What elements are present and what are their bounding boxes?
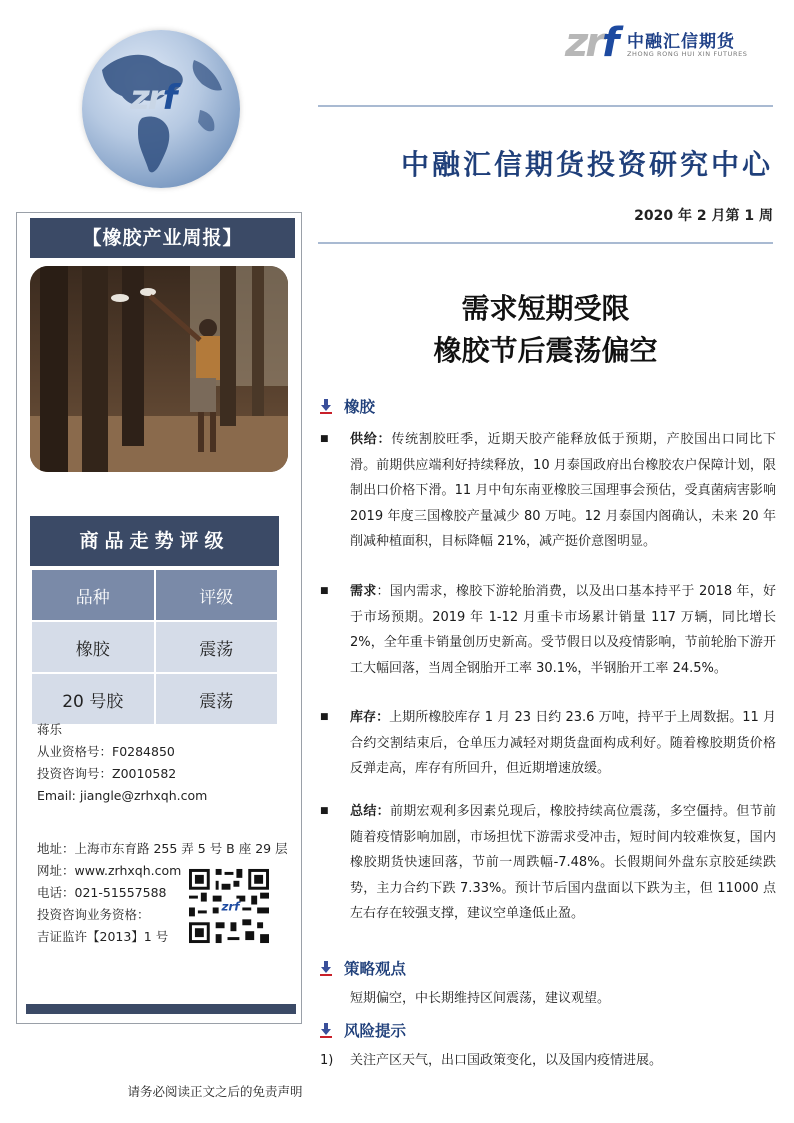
paragraph-text: 传统割胶旺季，近期天胶产能释放低于预期，产胶国出口同比下滑。前期供应端利好持续释放，10 月泰国政府出台橡胶农户保障计划，限制出口价格下滑。11 月中旬东南亚橡胶三国理事会预估，受真菌病害影响 2019 年度三国橡胶产量减少 80 万吨。12 月泰国内阁确认，未来 20 年削减种植面积，目标降幅 21%，减产挺价意图明显。 — [350, 432, 776, 549]
brand-logo — [565, 20, 755, 66]
rating-cell-rating: 震荡 — [155, 673, 279, 725]
rubber-tapping-photo — [30, 266, 288, 472]
section-strategy-title: 策略观点 — [344, 960, 407, 978]
analyst-info — [37, 719, 207, 807]
strategy-text: 短期偏空，中长期维持区间震荡，建议观望。 — [350, 991, 611, 1006]
paragraph-text: ：国内需求，橡胶下游轮胎消费，以及出口基本持平于 2018 年，好于市场预期。2019 年 1-12 月重卡市场累计销量 117 万辆，同比增长 2%，全年重卡销量创历史新高。受节假日以及疫情影响，节前轮胎下游开工大幅回落，当周全钢胎开工率 30.1%，半钢胎开工率 24.5%。 — [350, 584, 776, 676]
rating-cell-variety: 20 号胶 — [31, 673, 155, 725]
sidebar-bottom-bar — [26, 1004, 296, 1014]
paragraph-lead: 供给： — [350, 432, 392, 447]
qr-code-icon[interactable] — [186, 866, 272, 946]
section-risk-title: 风险提示 — [344, 1022, 407, 1040]
square-bullet-icon: ■ — [320, 712, 329, 722]
section-strategy — [318, 957, 406, 979]
paragraph-demand — [320, 579, 776, 681]
brand-logo-mark: zrf — [565, 20, 617, 66]
arrow-bullet-icon — [318, 960, 334, 976]
risk-item — [320, 1050, 662, 1072]
research-center-title: 中融汇信期货投资研究中心 — [400, 148, 773, 181]
rating-table-header — [31, 569, 278, 621]
qualification-label: 投资咨询业务资格： — [37, 907, 150, 922]
company-website[interactable]: 网址：www.zrhxqh.com — [37, 863, 182, 878]
header-divider-top — [318, 105, 773, 107]
paragraph-text: 上期所橡胶库存 1 月 23 日约 23.6 万吨，持平于上周数据。11 月合约交割结束后，仓单压力减轻对期货盘面构成利好。随着橡胶期货价格反弹走高，库存有所回升，但近期增速放缓。 — [350, 710, 776, 776]
square-bullet-icon: ■ — [320, 806, 329, 816]
arrow-bullet-icon — [318, 398, 334, 414]
section-risk — [318, 1019, 406, 1041]
risk-item-number: 1) — [320, 1053, 334, 1068]
rubber-tapping-illustration — [30, 266, 288, 472]
report-type-banner: 【橡胶产业周报】 — [30, 218, 295, 258]
paragraph-lead: 需求 — [350, 584, 377, 599]
headline-line-2: 橡胶节后震荡偏空 — [433, 334, 658, 367]
paragraph-supply — [320, 427, 776, 555]
report-week: 2020 年 2 月第 1 周 — [634, 208, 773, 224]
rating-cell-variety: 橡胶 — [31, 621, 155, 673]
header-divider-bottom — [318, 242, 773, 244]
company-address: 地址：上海市东育路 255 弄 5 号 B 座 29 层 — [37, 841, 288, 856]
analyst-license: 从业资格号：F0284850 — [37, 744, 175, 759]
footer-disclaimer: 请务必阅读正文之后的免责声明 — [127, 1084, 303, 1099]
analyst-advisory-number: 投资咨询号：Z0010582 — [37, 766, 177, 781]
qr-logo: zrf — [221, 899, 240, 914]
rating-cell-rating: 震荡 — [155, 621, 279, 673]
globe-logo — [82, 30, 240, 188]
paragraph-summary — [320, 799, 776, 927]
paragraph-lead: 库存： — [350, 710, 390, 725]
section-rubber-title: 橡胶 — [344, 398, 376, 416]
headline-line-1: 需求短期受限 — [461, 292, 630, 325]
brand-name-cn: 中融汇信期货 — [627, 32, 735, 52]
report-headline — [318, 288, 773, 372]
paragraph-inventory — [320, 705, 776, 782]
table-row — [31, 621, 278, 673]
risk-item-text: 关注产区天气，出口国政策变化，以及国内疫情进展。 — [350, 1053, 663, 1068]
analyst-name: 蒋乐 — [37, 722, 63, 737]
section-rubber — [318, 395, 375, 417]
rating-table — [30, 568, 279, 726]
rating-header-rating: 评级 — [155, 569, 279, 621]
rating-header-variety: 品种 — [31, 569, 155, 621]
paragraph-lead: 总结： — [350, 804, 390, 819]
globe-brand-mark: zrf — [130, 78, 176, 118]
qualification-value: 吉证监许【2013】1 号 — [37, 929, 169, 944]
arrow-bullet-icon — [318, 1022, 334, 1038]
paragraph-text: 前期宏观利多因素兑现后，橡胶持续高位震荡，多空僵持。但节前随着疫情影响加剧，市场担忧下游需求受冲击，短时间内较难恢复，国内橡胶期货快速回落，节前一周跌幅-7.48%。长假期间外盘东京胶延续跌势，主力合约下跌 7.33%。预计节后国内盘面以下跌为主，但 11000 点左右存在较强支撑，建议空单逢低止盈。 — [350, 804, 776, 921]
table-row — [31, 673, 278, 725]
brand-name-en: ZHONG RONG HUI XIN FUTURES — [627, 50, 748, 58]
square-bullet-icon: ■ — [320, 586, 329, 596]
square-bullet-icon: ■ — [320, 434, 329, 444]
company-phone: 电话：021-51557588 — [37, 885, 167, 900]
rating-title: 商品走势评级 — [30, 516, 279, 566]
analyst-email[interactable]: Email: jiangle@zrhxqh.com — [37, 788, 208, 803]
